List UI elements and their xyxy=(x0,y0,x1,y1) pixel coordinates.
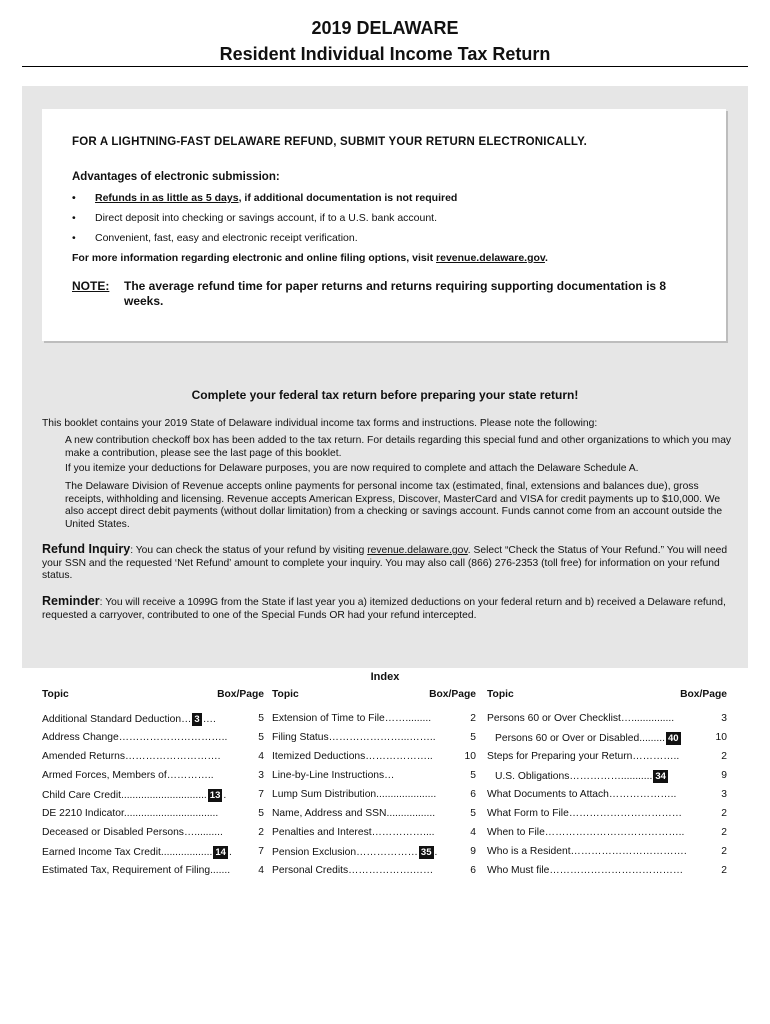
index-topic: What Form to File…………………………… xyxy=(487,808,683,819)
index-entry xyxy=(272,770,476,789)
index-entry xyxy=(42,732,264,751)
note-label: NOTE: xyxy=(72,279,110,293)
index-topic: Name, Address and SSN................. xyxy=(272,808,436,819)
box-page-header: Box/Page xyxy=(429,689,476,700)
index-entry xyxy=(487,808,727,827)
revenue-link[interactable]: revenue.delaware.gov xyxy=(436,252,545,264)
refund-inquiry-text: : You can check the status of your refund by visiting xyxy=(130,545,368,556)
index-page-number: 9 xyxy=(470,846,476,857)
index-entry xyxy=(272,732,476,751)
index-entry xyxy=(272,827,476,846)
index-entry xyxy=(42,713,264,732)
index-entry xyxy=(42,846,264,865)
index-title: Index xyxy=(370,671,400,683)
index-entry xyxy=(487,827,727,846)
box-number-badge: 40 xyxy=(667,733,679,744)
index-entry xyxy=(272,846,476,865)
index-page-number: 5 xyxy=(470,808,476,819)
bullet-direct-deposit xyxy=(72,212,437,224)
index-topic: Child Care Credit.............................. 13 . xyxy=(42,790,227,801)
booklet-intro: This booklet contains your 2019 State of Delaware individual income tax forms and instructions. Please note the following: xyxy=(42,418,598,429)
topic-header: Topic xyxy=(487,689,514,700)
index-page-number: 4 xyxy=(470,827,476,838)
index-topic: Filing Status…………………...…….. xyxy=(272,732,436,743)
index-topic: Who is a Resident……………………………. xyxy=(487,846,687,857)
refund-status-link[interactable]: revenue.delaware.gov xyxy=(367,545,468,556)
index-page-number: 3 xyxy=(721,713,727,724)
index-entry xyxy=(487,770,727,789)
index-topic: Earned Income Tax Credit.................. 14 . xyxy=(42,847,232,858)
more-info-line xyxy=(72,252,548,264)
index-entry xyxy=(42,770,264,789)
efile-notice-box xyxy=(42,109,726,341)
index-entry xyxy=(42,751,264,770)
bullet-icon: • xyxy=(72,212,76,224)
index-entry xyxy=(487,789,727,808)
index-topic: Penalties and Interest…………….... xyxy=(272,827,435,838)
index-page-number: 2 xyxy=(721,808,727,819)
index-page-number: 6 xyxy=(470,789,476,800)
convenient-text: Convenient, fast, easy and electronic receipt verification. xyxy=(95,232,358,244)
title-divider xyxy=(22,66,748,67)
form-title: Resident Individual Income Tax Return xyxy=(219,44,551,64)
bullet-refund-speed xyxy=(72,192,457,204)
index-page-number: 2 xyxy=(721,865,727,876)
index-entry xyxy=(272,789,476,808)
index-entry xyxy=(272,808,476,827)
index-topic: Address Change………………………….. xyxy=(42,732,228,743)
index-entry xyxy=(272,751,476,770)
note-text: The average refund time for paper returns and returns requiring supporting documentation is 8 weeks. xyxy=(124,279,667,308)
index-column-1 xyxy=(42,689,264,884)
index-entry xyxy=(42,865,264,884)
index-topic: Estimated Tax, Requirement of Filing....... xyxy=(42,865,231,876)
index-entry xyxy=(487,846,727,865)
index-entry xyxy=(487,865,727,884)
efile-headline: FOR A LIGHTNING-FAST DELAWARE REFUND, SUBMIT YOUR RETURN ELECTRONICALLY. xyxy=(72,136,588,148)
box-number-badge: 35 xyxy=(420,847,432,858)
index-page-number: 3 xyxy=(721,789,727,800)
index-topic: Lump Sum Distribution..................... xyxy=(272,789,437,800)
index-page-number: 3 xyxy=(258,770,264,781)
index-header xyxy=(487,689,727,703)
index-entry xyxy=(487,713,727,732)
index-topic: When to File………………………………….. xyxy=(487,827,685,838)
more-info-text: For more information regarding electronic and online filing options, visit xyxy=(72,252,437,264)
index-page-number: 2 xyxy=(721,827,727,838)
refund-time-note xyxy=(72,279,712,309)
index-page-number: 5 xyxy=(258,808,264,819)
bullet-icon: • xyxy=(72,232,76,244)
box-number-badge: 13 xyxy=(209,790,221,801)
index-topic: Pension Exclusion……………… 35 . xyxy=(272,847,438,858)
index-entry xyxy=(272,713,476,732)
index-header xyxy=(42,689,264,703)
box-number-badge: 14 xyxy=(215,847,226,858)
topic-header: Topic xyxy=(42,689,69,700)
index-page-number: 7 xyxy=(258,789,264,800)
index-page-number: 5 xyxy=(470,770,476,781)
index-entry xyxy=(42,808,264,827)
index-topic: Persons 60 or Over Checklist…............... xyxy=(487,713,675,724)
topic-header: Topic xyxy=(272,689,299,700)
refund-inquiry-text-2: . Select “Check the Status of Your Refund.” You will need your SSN and the requested ‘Net Refund’ amount to complete your inquiry. You may also call (866) 276-2353 (toll free) for information on your refund status. xyxy=(42,545,728,581)
index-entry xyxy=(42,827,264,846)
index-page-number: 5 xyxy=(258,732,264,743)
index-topic: U.S. Obligations……………........... 34 xyxy=(495,771,666,782)
index-page-number: 2 xyxy=(721,751,727,762)
note-schedule-a: If you itemize your deductions for Delaware purposes, you are now required to complete and attach the Delaware Schedule A. xyxy=(65,463,639,474)
index-topic: DE 2210 Indicator................................. xyxy=(42,808,219,819)
index-page-number: 5 xyxy=(470,732,476,743)
index-page-number: 5 xyxy=(258,713,264,724)
index-topic: Personal Credits……………….…… xyxy=(272,865,434,876)
index-topic: Steps for Preparing your Return………….. xyxy=(487,751,680,762)
box-page-header: Box/Page xyxy=(680,689,727,700)
index-topic: Armed Forces, Members of………….. xyxy=(42,770,214,781)
more-info-end: . xyxy=(544,252,548,264)
index-page-number: 9 xyxy=(721,770,727,781)
index-page-number: 10 xyxy=(464,751,476,762)
index-page-number: 4 xyxy=(258,751,264,762)
index-topic: What Documents to Attach……………….. xyxy=(487,789,677,800)
federal-first-heading: Complete your federal tax return before preparing your state return! xyxy=(191,388,579,402)
index-page-number: 2 xyxy=(470,713,476,724)
reminder-paragraph xyxy=(42,595,732,622)
box-number-badge: 34 xyxy=(655,771,666,782)
reminder-label: Reminder xyxy=(42,594,100,608)
index-page-number: 4 xyxy=(258,865,264,876)
note-online-payments: The Delaware Division of Revenue accepts online payments for personal income tax (estimated, final, extensions and balances due), gross receipts, withholding and licensing. Revenue accepts American Express, Discover, MasterCard and VISA for credit payments up to $10,000. We also accept direct debit payments (without dollar limitation) from a checking or savings account. Funds cannot come from an account outside the United States. xyxy=(65,481,723,530)
index-topic: Persons 60 or Over or Disabled......... 40 xyxy=(495,733,679,744)
index-page-number: 2 xyxy=(721,846,727,857)
index-topic: Line-by-Line Instructions… xyxy=(272,770,395,781)
refund-speed-link: Refunds in as little as 5 days xyxy=(95,192,239,204)
index-page-number: 7 xyxy=(258,846,264,857)
reminder-text: : You will receive a 1099G from the State if last year you a) itemized deductions on your federal return and b) received a Delaware refund, requested a carryover, contributed to one of the Special Funds OR had your refund intercepted. xyxy=(42,597,726,621)
box-number-badge: 3 xyxy=(194,714,200,725)
refund-inquiry-paragraph xyxy=(42,543,732,583)
index-page-number: 2 xyxy=(258,827,264,838)
bullet-convenient xyxy=(72,232,358,244)
box-page-header: Box/Page xyxy=(217,689,264,700)
index-column-2 xyxy=(272,689,476,884)
index-entry xyxy=(42,789,264,808)
index-entry xyxy=(487,751,727,770)
refund-inquiry-label: Refund Inquiry xyxy=(42,542,131,556)
index-topic: Additional Standard Deduction… 3 …. xyxy=(42,714,216,725)
index-entry xyxy=(487,732,727,751)
index-topic: Who Must file………………………………… xyxy=(487,865,684,876)
index-topic: Extension of Time to File……......... xyxy=(272,713,432,724)
advantages-label: Advantages of electronic submission: xyxy=(72,171,280,183)
note-contribution-checkoff: A new contribution checkoff box has been added to the tax return. For details regarding this special fund and other organizations to which you may make a contribution, please see the last page of this booklet. xyxy=(65,435,732,459)
index-entry xyxy=(272,865,476,884)
index-column-3 xyxy=(487,689,727,884)
index-header xyxy=(272,689,476,703)
index-page-number: 10 xyxy=(715,732,727,743)
index-topic: Deceased or Disabled Persons….......... xyxy=(42,827,223,838)
index-page-number: 6 xyxy=(470,865,476,876)
bullet-icon: • xyxy=(72,192,76,204)
direct-deposit-text: Direct deposit into checking or savings account, if to a U.S. bank account. xyxy=(95,212,438,224)
form-year-title: 2019 DELAWARE xyxy=(311,18,459,38)
index-topic: Itemized Deductions……………….. xyxy=(272,751,433,762)
refund-speed-rest: , if additional documentation is not required xyxy=(238,192,458,204)
index-topic: Amended Returns………………………. xyxy=(42,751,221,762)
